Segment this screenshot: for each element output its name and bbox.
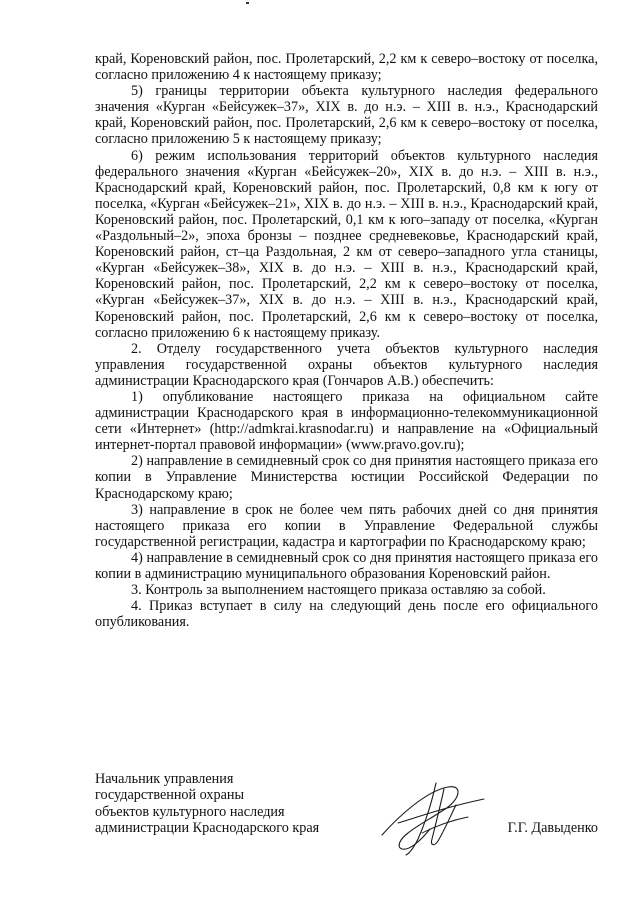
- paragraph: 2. Отделу государственного учета объектов культурного наследия управления государственной охраны объектов культурного наследия администрации Краснодарского края (Гончаров А.В.) обеспечить:: [95, 340, 598, 389]
- scan-mark: [246, 2, 249, 4]
- signer-title-line: администрации Краснодарского края: [95, 820, 320, 837]
- paragraph: край, Кореновский район, пос. Пролетарский, 2,2 км к северо–востоку от поселка, согласно приложению 4 к настоящему приказу;: [95, 51, 598, 84]
- document-body: [95, 51, 598, 630]
- paragraph: 2) направление в семидневный срок со дня принятия настоящего приказа его копии в Управление Министерства юстиции Российской Федерации по Краснодарскому краю;: [95, 453, 598, 502]
- paragraph: 5) границы территории объекта культурного наследия федерального значения «Курган «Бейсужек–37», XIX в. до н.э. – XIII в. н.э., Краснодарский край, Кореновский район, пос. Пролетарский, 2,6 км к северо–востоку от поселка, согласно приложению 5 к настоящему приказу;: [95, 83, 598, 148]
- paragraph: 4) направление в семидневный срок со дня принятия настоящего приказа его копии в администрацию муниципального образования Кореновский район.: [95, 549, 598, 582]
- paragraph: 4. Приказ вступает в силу на следующий день после его официального опубликования.: [95, 598, 598, 631]
- handwritten-signature: [378, 777, 488, 857]
- signature-block: [95, 771, 598, 837]
- paragraph: 6) режим использования территорий объектов культурного наследия федерального значения «Курган «Бейсужек–20», XIX в. до н.э. – XIII в. н.э., Краснодарский край, Кореновский район, пос. Пролетарский, 0,8 км к югу от поселка, «Курган «Бейсужек–21», XIX в. до н.э. – XIII в. н.э., Краснодарский край, Кореновский район, пос. Пролетарский, 0,1 км к юго–западу от поселка, «Курган «Раздольный–2», эпоха бронзы – позднее средневековье, Краснодарский край, Кореновский район, ст–ца Раздольная, 2 км от северо–западного угла станицы, «Курган «Бейсужек–38», XIX в. до н.э. – XIII в. н.э., Краснодарский край, Кореновский район, пос. Пролетарский, 2,2 км к северо–востоку от поселка, «Курган «Бейсужек–37», XIX в. до н.э. – XIII в. н.э., Краснодарский край, Кореновский район, пос. Пролетарский, 2,6 км к северо–востоку от поселка, согласно приложению 6 к настоящему приказу.: [95, 147, 598, 341]
- signer-name: Г.Г. Давыденко: [507, 820, 598, 837]
- paragraph: 1) опубликование настоящего приказа на официальном сайте администрации Краснодарского края в информационно-телекоммуникационной сети «Интернет» (http://admkrai.krasnodar.ru) и направление на «Официальный интернет-портал правовой информации» (www.pravo.gov.ru);: [95, 388, 598, 454]
- paragraph: 3) направление в срок не более чем пять рабочих дней со дня принятия настоящего приказа его копии в Управление Федеральной службы государственной регистрации, кадастра и картографии по Краснодарскому краю;: [95, 501, 598, 550]
- signer-title-line: государственной охраны: [95, 787, 245, 804]
- signer-title-line: объектов культурного наследия: [95, 803, 285, 820]
- signer-title-line: Начальник управления: [95, 771, 234, 787]
- paragraph: 3. Контроль за выполнением настоящего приказа оставляю за собой.: [131, 582, 546, 599]
